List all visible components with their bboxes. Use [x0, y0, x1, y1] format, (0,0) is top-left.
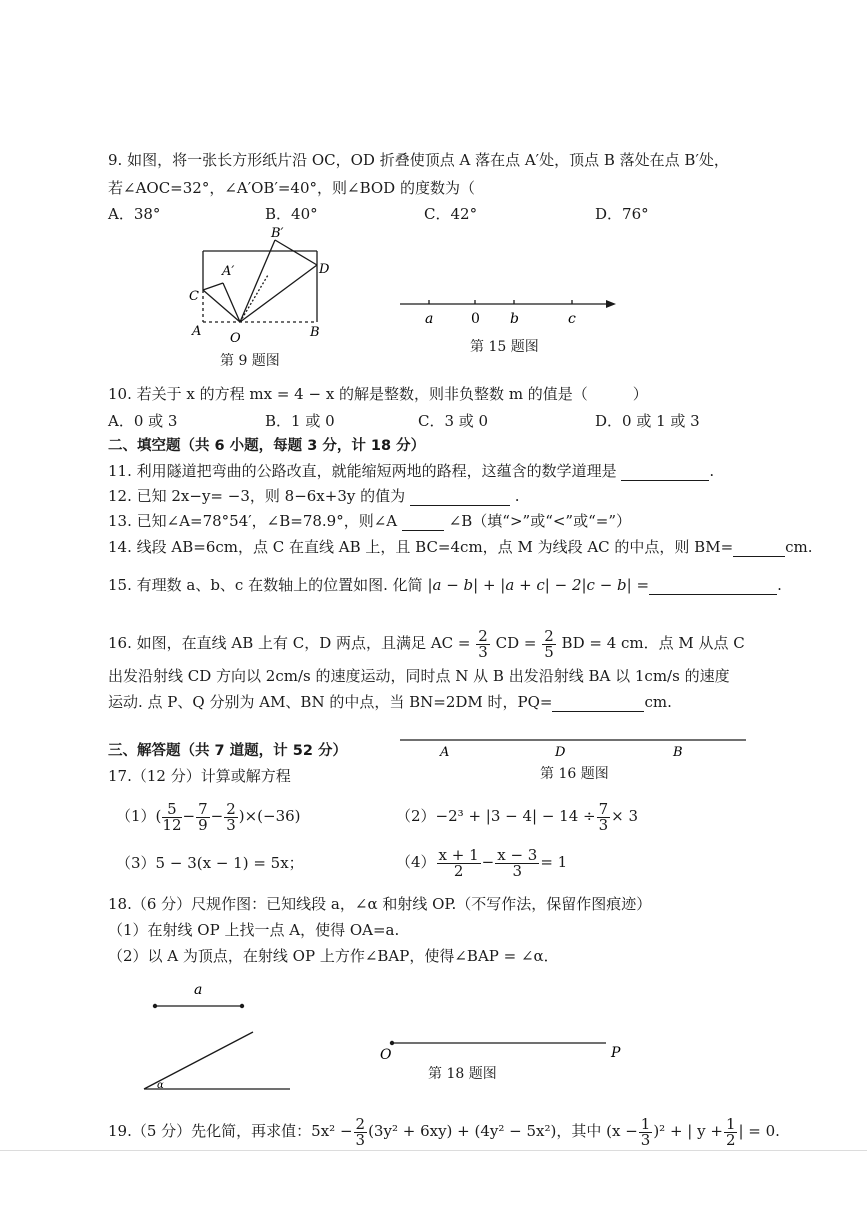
seg-a1o — [223, 283, 240, 322]
q17-frac-5-12: $\frac{5}{12}$ — [162, 799, 182, 834]
q16-pre: 16. 如图，在直线 AB 上有 C，D 两点，且满足 AC = — [108, 634, 471, 652]
fig16-label-b: B — [673, 745, 683, 760]
q14 — [108, 537, 813, 557]
angle-label-alpha: α — [157, 1080, 164, 1091]
tick-label-a: a — [425, 311, 434, 327]
q17-frac-x3-3: $\frac{x - 3}{3}$ — [497, 845, 538, 880]
q17-part1: （1）( $\frac{5}{12}$ − $\frac{7}{9}$ − $\frac{2}{3}$ )×(−36) — [116, 799, 301, 834]
tick-label-b: b — [510, 311, 519, 327]
fig16-caption: 第 16 题图 — [540, 766, 609, 782]
q19-frac-2-3: $\frac{2}{3}$ — [355, 1114, 366, 1149]
q15-end: . — [777, 576, 782, 594]
q16-eq2: BD = 4 cm．点 M 从点 C — [561, 634, 745, 652]
q11-blank[interactable] — [621, 480, 709, 481]
q15-pre: 15. 有理数 a、b、c 在数轴上的位置如图. 化简 — [108, 576, 423, 594]
q16-eq1: CD = — [495, 634, 537, 652]
q10-option-d: D．0 或 1 或 3 — [595, 412, 700, 430]
q12-text: 12. 已知 2x−y= −3，则 8−6x+3y 的值为 — [108, 487, 406, 505]
q16-frac-2-3: $\frac{2}{3}$ — [478, 626, 488, 661]
q14-text: 14. 线段 AB=6cm，点 C 在直线 AB 上，且 BC=4cm，点 M 为线段 AC 的中点，则 BM= — [108, 538, 734, 556]
figure-16-line — [398, 732, 750, 760]
q13-pre: 13. 已知∠A=78°54′，∠B=78.9°，则∠A — [108, 512, 398, 530]
seg-ca1 — [203, 283, 223, 290]
q17-part4: （4） $\frac{x + 1}{2}$ − $\frac{x - 3}{3}$ = 1 — [396, 845, 568, 880]
label-d: D — [319, 262, 330, 277]
page-bottom-divider — [0, 1150, 867, 1151]
fig15-caption: 第 15 题图 — [470, 339, 539, 355]
q15 — [108, 575, 782, 595]
q11-end: . — [709, 462, 715, 480]
fig9-caption: 第 9 题图 — [220, 353, 280, 369]
q16-line3 — [108, 692, 672, 712]
ray-label-o: O — [380, 1047, 392, 1063]
figure-18-ray-op — [378, 1035, 638, 1065]
q17-title: 17.（12 分）计算或解方程 — [108, 767, 291, 785]
q10-option-a: A．0 或 3 — [108, 412, 178, 430]
q16-line1 — [108, 625, 745, 661]
q17-frac-7-3: $\frac{7}{3}$ — [598, 799, 609, 834]
q16-blank[interactable] — [552, 711, 644, 712]
q19-frac-1-3: $\frac{1}{3}$ — [640, 1114, 651, 1149]
q17-part2: （2）−2³ + |3 − 4| − 14 ÷ $\frac{7}{3}$ × 3 — [396, 799, 639, 834]
seg-oc — [203, 290, 240, 322]
label-a1: A′ — [222, 264, 235, 279]
q9-option-b: B．40° — [265, 205, 318, 223]
q11 — [108, 461, 714, 481]
section-3-heading: 三、解答题（共 7 道题，计 52 分） — [108, 743, 347, 759]
q16-line3-end: cm. — [644, 693, 672, 711]
q10-option-b: B．1 或 0 — [265, 412, 335, 430]
fig18-caption: 第 18 题图 — [428, 1066, 497, 1082]
label-b: B — [310, 325, 320, 340]
q16-frac-2-5: $\frac{2}{5}$ — [544, 626, 554, 661]
tick-label-c: c — [568, 311, 576, 327]
q19: 19.（5 分）先化简，再求值：5x² − $\frac{2}{3}$ (3y² + 6xy) + (4y² − 5x²)，其中 (x − $\frac{1}{3}$ )² + | y + $\frac{1}{2}$ | = 0. — [108, 1114, 780, 1149]
figure-15-number-line — [398, 292, 618, 332]
section-2-heading: 二、填空题（共 6 小题，每题 3 分，计 18 分） — [108, 438, 426, 454]
q18-part2: （2）以 A 为顶点，在射线 OP 上方作∠BAP，使得∠BAP = ∠α． — [108, 947, 559, 965]
q19-frac-1-2: $\frac{1}{2}$ — [725, 1114, 736, 1149]
q14-end: cm. — [785, 538, 813, 556]
q9-option-d: D．76° — [595, 205, 649, 223]
q12-end: . — [514, 487, 520, 505]
q16-line2: 出发沿射线 CD 方向以 2cm/s 的速度运动，同时点 N 从 B 出发沿射线 BA 以 1cm/s 的速度 — [108, 667, 730, 685]
q17-frac-x1-2: $\frac{x + 1}{2}$ — [438, 845, 479, 880]
q12-blank[interactable] — [410, 505, 510, 506]
q11-text: 11. 利用隧道把弯曲的公路改直，就能缩短两地的路程，这蕴含的数学道理是 — [108, 462, 617, 480]
label-c: C — [189, 289, 199, 304]
q9-option-a: A．38° — [108, 205, 161, 223]
label-o: O — [230, 331, 241, 346]
q13-blank[interactable] — [402, 530, 444, 531]
q12 — [108, 486, 519, 506]
segment-label-a: a — [194, 982, 203, 998]
figure-18-segment-angle — [138, 975, 298, 1097]
q17-frac-2-3: $\frac{2}{3}$ — [226, 799, 236, 834]
fig16-label-d: D — [555, 745, 566, 760]
q17-frac-7-9: $\frac{7}{9}$ — [198, 799, 208, 834]
q16-line3-pre: 运动. 点 P、Q 分别为 AM、BN 的中点，当 BN=2DM 时，PQ= — [108, 693, 553, 711]
q18-title: 18.（6 分）尺规作图：已知线段 a，∠α 和射线 OP.（不写作法，保留作图痕迹） — [108, 895, 652, 913]
label-a: A — [192, 324, 202, 339]
q10-line: 10. 若关于 x 的方程 mx = 4 − x 的解是整数，则非负整数 m 的值是（ ） — [108, 385, 648, 403]
seg-inner — [240, 275, 268, 322]
q15-blank[interactable] — [649, 594, 777, 595]
q9-line2: 若∠AOC=32°，∠A′OB′=40°，则∠BOD 的度数为（ — [108, 179, 475, 197]
seg-b1d — [275, 240, 317, 265]
figure-9 — [180, 220, 340, 350]
q13 — [108, 511, 631, 531]
q10-option-c: C．3 或 0 — [418, 412, 489, 430]
ray-label-p: P — [611, 1045, 621, 1061]
q9-option-c: C．42° — [424, 205, 478, 223]
q15-expr: |a − b| + |a + c| − 2|c − b| = — [427, 576, 650, 594]
q18-part1: （1）在射线 OP 上找一点 A，使得 OA=a. — [108, 921, 400, 939]
label-b1: B′ — [271, 226, 284, 241]
q17-part3: （3）5 − 3(x − 1) = 5x； — [116, 854, 304, 872]
q13-post: ∠B（填“>”或“<”或“=”） — [448, 512, 632, 530]
fig16-label-a: A — [440, 745, 450, 760]
q14-blank[interactable] — [733, 556, 785, 557]
q9-line1: 9. 如图，将一张长方形纸片沿 OC，OD 折叠使顶点 A 落在点 A′处，顶点 B 落处在点 B′处， — [108, 151, 729, 169]
tick-label-0: 0 — [471, 311, 480, 327]
